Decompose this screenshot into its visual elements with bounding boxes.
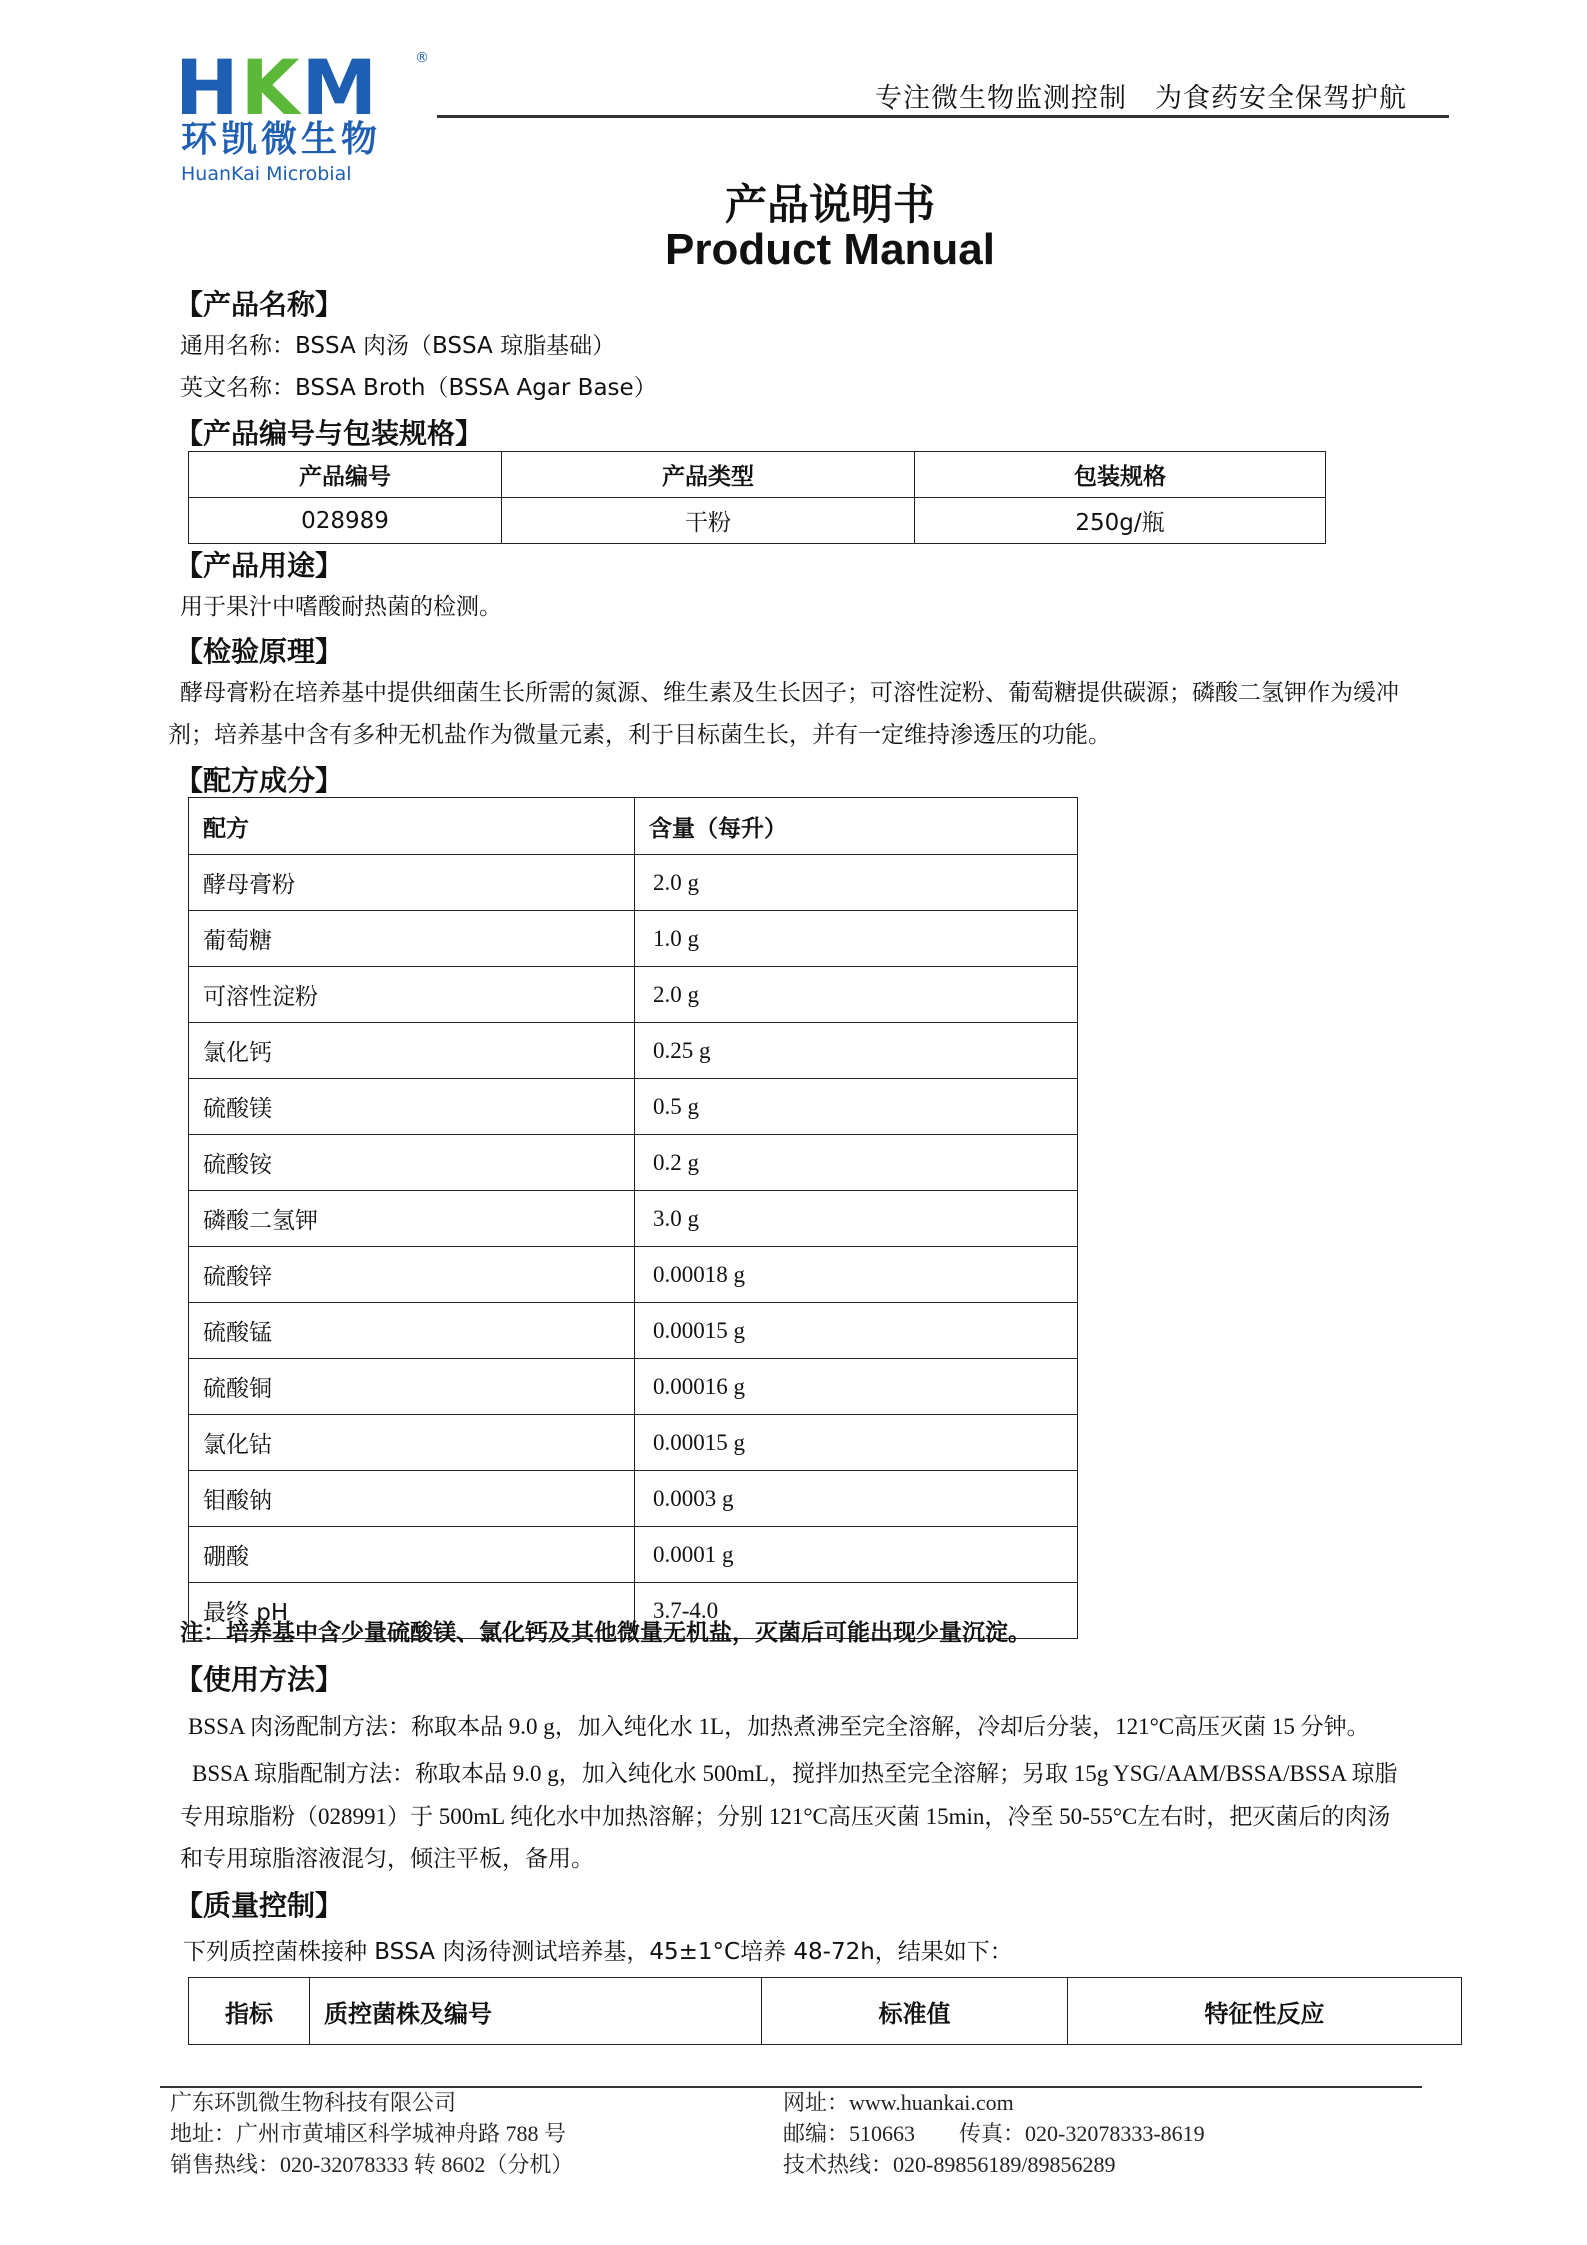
ingredient-name: 氯化钴 (189, 1415, 635, 1471)
ingredient-name: 酵母膏粉 (189, 855, 635, 911)
website: 网址：www.huankai.com (783, 2090, 1014, 2115)
ingredient-name: 硫酸铵 (189, 1135, 635, 1191)
agar-method-line: 专用琼脂粉（028991）于 500mL 纯化水中加热溶解；分别 121°C高压灭菌 15min，冷至 50-55°C左右时，把灭菌后的肉汤 (180, 1804, 1391, 1829)
ingredient-amount: 1.0 g (635, 911, 1078, 967)
agar-method-line: BSSA 琼脂配制方法：称取本品 9.0 g，加入纯化水 500mL，搅拌加热至完全溶解；另取 15g YSG/AAM/BSSA/BSSA 琼脂 (192, 1761, 1398, 1786)
table-row (189, 855, 1078, 911)
broth-method: BSSA 肉汤配制方法：称取本品 9.0 g，加入纯化水 1L，加热煮沸至完全溶解，冷却后分装，121°C高压灭菌 15 分钟。 (188, 1714, 1370, 1739)
ingredient-name: 氯化钙 (189, 1023, 635, 1079)
product-code: 028989 (189, 498, 502, 544)
ingredient-amount: 2.0 g (635, 967, 1078, 1023)
ingredient-amount: 3.0 g (635, 1191, 1078, 1247)
table-row (189, 1415, 1078, 1471)
header-cell: 质控菌株及编号 (310, 1978, 762, 2045)
ingredient-name: 硫酸铜 (189, 1359, 635, 1415)
document-title-cn: 产品说明书 (724, 180, 935, 229)
qc-table (188, 1977, 1462, 2045)
section-heading-spec: 【产品编号与包装规格】 (175, 417, 484, 450)
slogan: 专注微生物监测控制 为食药安全保驾护航 (875, 83, 1407, 114)
header-cell: 含量（每升） (635, 798, 1078, 855)
registered-mark: ® (415, 50, 429, 66)
formula-table (188, 797, 1078, 1639)
ingredient-name: 硫酸锰 (189, 1303, 635, 1359)
section-heading-principle: 【检验原理】 (175, 635, 344, 668)
ingredient-amount: 0.5 g (635, 1079, 1078, 1135)
company-logo (175, 43, 435, 185)
sales-hotline: 销售热线：020-32078333 转 8602（分机） (170, 2152, 574, 2177)
header-cell: 指标 (189, 1978, 310, 2045)
ingredient-name: 葡萄糖 (189, 911, 635, 967)
table-header-row (189, 798, 1078, 855)
header-cell: 标准值 (762, 1978, 1068, 2045)
ingredient-amount: 0.2 g (635, 1135, 1078, 1191)
ingredient-amount: 0.25 g (635, 1023, 1078, 1079)
logo-chinese-name: 环凯微生物 (181, 119, 382, 160)
ingredient-amount: 0.00018 g (635, 1247, 1078, 1303)
table-row (189, 1471, 1078, 1527)
ingredient-name: 钼酸钠 (189, 1471, 635, 1527)
ingredient-amount: 0.0003 g (635, 1471, 1078, 1527)
ingredient-name: 最终 pH (189, 1583, 635, 1639)
qc-intro: 下列质控菌株接种 BSSA 肉汤待测试培养基，45±1°C培养 48-72h，结果如下： (183, 1939, 1013, 1965)
logo-english-name: HuanKai Microbial (181, 163, 352, 185)
package-size: 250g/瓶 (915, 498, 1326, 544)
header-cell: 产品类型 (502, 452, 915, 498)
header-cell: 产品编号 (189, 452, 502, 498)
section-heading-formula: 【配方成分】 (175, 764, 344, 797)
spec-table (188, 451, 1326, 544)
agar-method-line: 和专用琼脂溶液混匀，倾注平板，备用。 (180, 1846, 594, 1871)
company-name: 广东环凯微生物科技有限公司 (170, 2090, 457, 2115)
table-row (189, 1247, 1078, 1303)
product-type: 干粉 (502, 498, 915, 544)
ingredient-amount: 3.7-4.0 (635, 1583, 1078, 1639)
ingredient-amount: 0.00015 g (635, 1303, 1078, 1359)
ingredient-amount: 0.00016 g (635, 1359, 1078, 1415)
tech-hotline: 技术热线：020-89856189/89856289 (783, 2152, 1116, 2177)
table-row (189, 1303, 1078, 1359)
ingredient-name: 硼酸 (189, 1527, 635, 1583)
table-row (189, 498, 1326, 544)
header-cell: 配方 (189, 798, 635, 855)
ingredient-name: 可溶性淀粉 (189, 967, 635, 1023)
table-row (189, 911, 1078, 967)
header-cell: 特征性反应 (1068, 1978, 1462, 2045)
common-name: 通用名称：BSSA 肉汤（BSSA 琼脂基础） (180, 333, 616, 359)
table-row (189, 1135, 1078, 1191)
principle-line: 剂；培养基中含有多种无机盐作为微量元素，利于目标菌生长，并有一定维持渗透压的功能。 (168, 722, 1111, 748)
section-heading-product-name: 【产品名称】 (175, 288, 344, 321)
postal-and-fax: 邮编：510663 传真：020-32078333-8619 (783, 2121, 1205, 2146)
table-row (189, 1023, 1078, 1079)
formula-note: 注：培养基中含少量硫酸镁、氯化钙及其他微量无机盐，灭菌后可能出现少量沉淀。 (180, 1620, 1031, 1646)
table-row (189, 1527, 1078, 1583)
company-address: 地址：广州市黄埔区科学城神舟路 788 号 (170, 2121, 567, 2146)
section-heading-method: 【使用方法】 (175, 1663, 344, 1696)
table-row (189, 1191, 1078, 1247)
ingredient-name: 磷酸二氢钾 (189, 1191, 635, 1247)
table-row (189, 967, 1078, 1023)
ingredient-name: 硫酸镁 (189, 1079, 635, 1135)
section-heading-usage: 【产品用途】 (175, 549, 344, 582)
header-cell: 包装规格 (915, 452, 1326, 498)
ingredient-amount: 0.00015 g (635, 1415, 1078, 1471)
ingredient-amount: 0.0001 g (635, 1527, 1078, 1583)
table-header-row (189, 452, 1326, 498)
ingredient-amount: 2.0 g (635, 855, 1078, 911)
header-divider (437, 115, 1449, 118)
usage-text: 用于果汁中嗜酸耐热菌的检测。 (180, 594, 502, 620)
logo-letters: HKM (175, 43, 380, 132)
english-name: 英文名称：BSSA Broth（BSSA Agar Base） (180, 375, 657, 401)
document-title-en: Product Manual (664, 225, 996, 274)
table-row (189, 1359, 1078, 1415)
table-header-row (189, 1978, 1462, 2045)
ingredient-name: 硫酸锌 (189, 1247, 635, 1303)
table-row (189, 1079, 1078, 1135)
section-heading-qc: 【质量控制】 (175, 1889, 344, 1922)
principle-line: 酵母膏粉在培养基中提供细菌生长所需的氮源、维生素及生长因子；可溶性淀粉、葡萄糖提供碳源；磷酸二氢钾作为缓冲 (180, 680, 1399, 706)
